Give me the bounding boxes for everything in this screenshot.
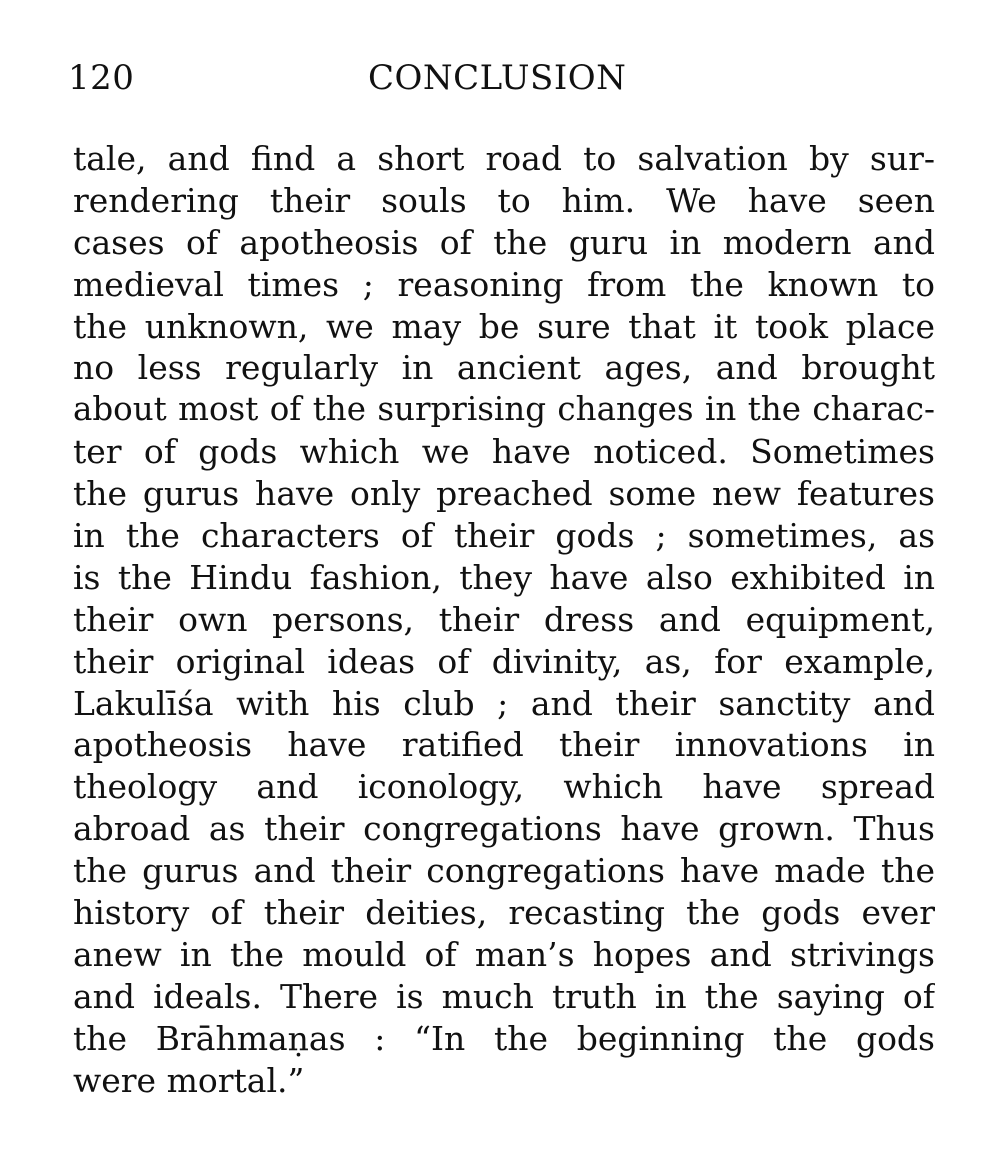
text-line: about most of the surprising changes in the charac- <box>73 390 935 429</box>
text-line: abroad as their congregations have grown. Thus <box>73 809 935 849</box>
text-line: Lakulīśa with his club ; and their sanctity and <box>73 683 935 723</box>
body-text <box>73 138 935 1101</box>
text-line: their original ideas of divinity, as, for example, <box>73 641 935 681</box>
text-line: their own persons, their dress and equipment, <box>73 599 935 639</box>
text-line: is the Hindu fashion, they have also exhibited in <box>73 557 935 597</box>
page-header <box>68 58 934 108</box>
text-line: tale, and find a short road to salvation by sur- <box>73 139 935 178</box>
text-line: apotheosis have ratified their innovations in <box>73 725 935 765</box>
text-line: and ideals. There is much truth in the saying of <box>73 976 935 1016</box>
text-line: theology and iconology, which have spread <box>73 767 935 807</box>
text-line: the unknown, we may be sure that it took place <box>73 306 935 346</box>
text-line: anew in the mould of man’s hopes and strivings <box>73 934 935 974</box>
text-line: in the characters of their gods ; sometimes, as <box>73 516 935 556</box>
page-number: 120 <box>68 58 135 98</box>
running-head: CONCLUSION <box>368 58 627 98</box>
text-line: rendering their souls to him. We have seen <box>73 180 935 220</box>
text-line: no less regularly in ancient ages, and brought <box>73 348 935 388</box>
text-line: were mortal.” <box>73 1060 305 1100</box>
text-line: the Brāhmaṇas : “In the beginning the gods <box>73 1018 935 1058</box>
text-line: ter of gods which we have noticed. Sometimes <box>73 432 935 472</box>
text-line: cases of apotheosis of the guru in modern and <box>73 222 935 262</box>
text-line: history of their deities, recasting the gods ever <box>73 893 935 933</box>
text-line: the gurus have only preached some new features <box>73 474 935 514</box>
text-line: the gurus and their congregations have made the <box>73 851 935 891</box>
text-line: medieval times ; reasoning from the known to <box>73 264 935 304</box>
